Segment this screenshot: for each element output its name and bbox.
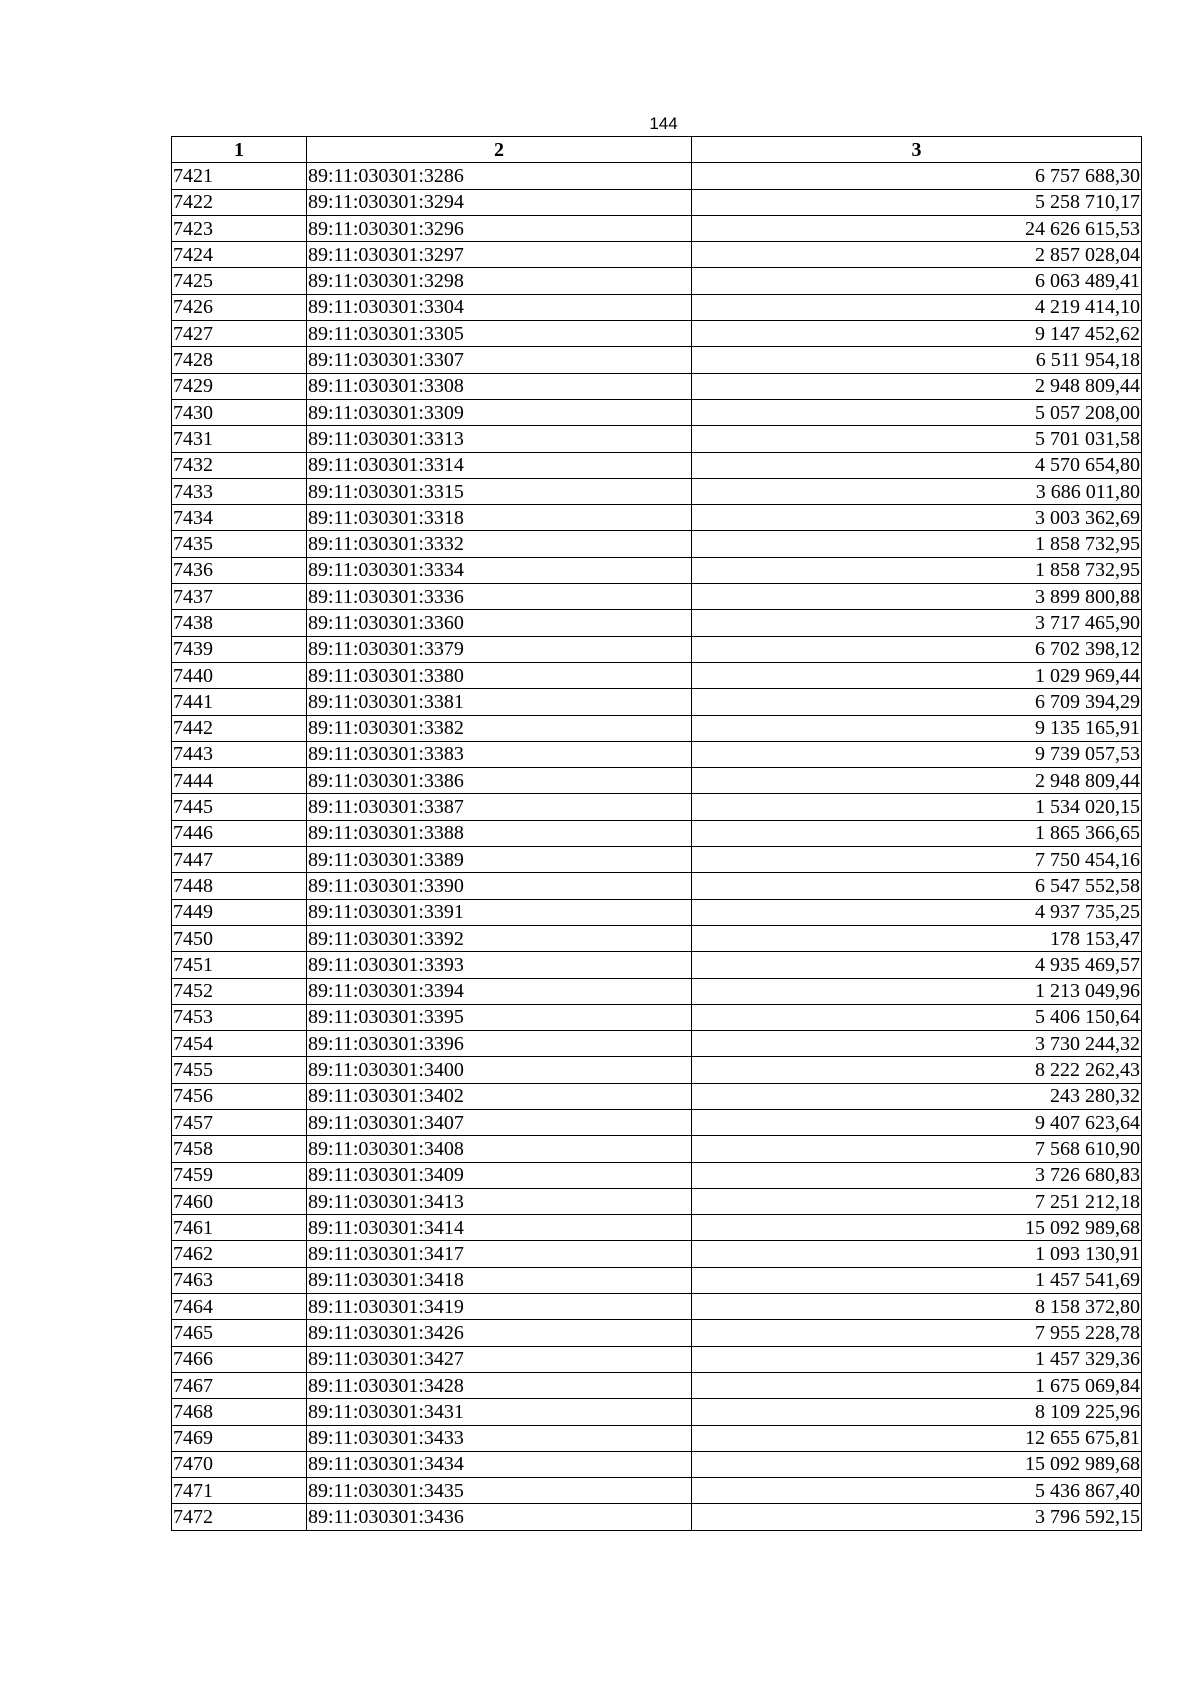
value-cell: 5 406 150,64 [692,1004,1142,1030]
value-cell: 5 701 031,58 [692,426,1142,452]
row-number-cell: 7441 [172,689,307,715]
value-cell: 1 029 969,44 [692,662,1142,688]
column-header-1: 1 [172,137,307,163]
value-cell: 3 899 800,88 [692,584,1142,610]
cadastral-number-cell: 89:11:030301:3298 [307,268,692,294]
column-header-2: 2 [307,137,692,163]
row-number-cell: 7452 [172,978,307,1004]
value-cell: 1 457 329,36 [692,1346,1142,1372]
value-cell: 8 222 262,43 [692,1057,1142,1083]
value-cell: 3 726 680,83 [692,1162,1142,1188]
table-row [172,768,1142,794]
cadastral-number-cell: 89:11:030301:3393 [307,952,692,978]
row-number-cell: 7439 [172,636,307,662]
row-number-cell: 7456 [172,1083,307,1109]
value-cell: 2 857 028,04 [692,242,1142,268]
table-row [172,215,1142,241]
row-number-cell: 7472 [172,1504,307,1530]
table-row [172,715,1142,741]
cadastral-number-cell: 89:11:030301:3336 [307,584,692,610]
table-row [172,426,1142,452]
row-number-cell: 7467 [172,1372,307,1398]
row-number-cell: 7463 [172,1267,307,1293]
value-cell: 5 436 867,40 [692,1478,1142,1504]
table-row [172,662,1142,688]
row-number-cell: 7427 [172,321,307,347]
cadastral-number-cell: 89:11:030301:3380 [307,662,692,688]
table-row [172,1004,1142,1030]
page-number: 144 [649,114,678,133]
cadastral-number-cell: 89:11:030301:3394 [307,978,692,1004]
row-number-cell: 7428 [172,347,307,373]
table-row [172,1320,1142,1346]
row-number-cell: 7443 [172,741,307,767]
table-row [172,347,1142,373]
table-row [172,1425,1142,1451]
value-cell: 1 457 541,69 [692,1267,1142,1293]
cadastral-number-cell: 89:11:030301:3396 [307,1031,692,1057]
value-cell: 15 092 989,68 [692,1215,1142,1241]
table-row [172,1057,1142,1083]
table-row [172,584,1142,610]
value-cell: 6 757 688,30 [692,163,1142,189]
cadastral-number-cell: 89:11:030301:3313 [307,426,692,452]
table-row [172,399,1142,425]
value-cell: 5 057 208,00 [692,399,1142,425]
row-number-cell: 7422 [172,189,307,215]
table-row [172,1215,1142,1241]
row-number-cell: 7433 [172,478,307,504]
row-number-cell: 7450 [172,925,307,951]
row-number-cell: 7438 [172,610,307,636]
value-cell: 6 547 552,58 [692,873,1142,899]
row-number-cell: 7445 [172,794,307,820]
cadastral-number-cell: 89:11:030301:3315 [307,478,692,504]
row-number-cell: 7465 [172,1320,307,1346]
value-cell: 1 858 732,95 [692,531,1142,557]
cadastral-number-cell: 89:11:030301:3402 [307,1083,692,1109]
cadastral-number-cell: 89:11:030301:3286 [307,163,692,189]
table-row [172,1294,1142,1320]
row-number-cell: 7425 [172,268,307,294]
table-row [172,189,1142,215]
cadastral-number-cell: 89:11:030301:3332 [307,531,692,557]
row-number-cell: 7468 [172,1399,307,1425]
value-cell: 3 003 362,69 [692,505,1142,531]
row-number-cell: 7436 [172,557,307,583]
table-row [172,1136,1142,1162]
value-cell: 1 213 049,96 [692,978,1142,1004]
value-cell: 4 219 414,10 [692,294,1142,320]
column-header-3: 3 [692,137,1142,163]
row-number-cell: 7460 [172,1188,307,1214]
row-number-cell: 7455 [172,1057,307,1083]
value-cell: 178 153,47 [692,925,1142,951]
value-cell: 4 937 735,25 [692,899,1142,925]
table-row [172,1504,1142,1530]
row-number-cell: 7461 [172,1215,307,1241]
cadastral-number-cell: 89:11:030301:3294 [307,189,692,215]
table-row [172,1451,1142,1477]
value-cell: 2 948 809,44 [692,768,1142,794]
table-row [172,925,1142,951]
cadastral-number-cell: 89:11:030301:3413 [307,1188,692,1214]
row-number-cell: 7421 [172,163,307,189]
cadastral-number-cell: 89:11:030301:3360 [307,610,692,636]
cadastral-number-cell: 89:11:030301:3400 [307,1057,692,1083]
value-cell: 1 534 020,15 [692,794,1142,820]
cadastral-number-cell: 89:11:030301:3428 [307,1372,692,1398]
table-row [172,873,1142,899]
row-number-cell: 7459 [172,1162,307,1188]
cadastral-number-cell: 89:11:030301:3434 [307,1451,692,1477]
table-row [172,242,1142,268]
table-row [172,373,1142,399]
value-cell: 1 858 732,95 [692,557,1142,583]
value-cell: 15 092 989,68 [692,1451,1142,1477]
cadastral-number-cell: 89:11:030301:3296 [307,215,692,241]
cadastral-number-cell: 89:11:030301:3314 [307,452,692,478]
row-number-cell: 7435 [172,531,307,557]
table-row [172,478,1142,504]
cadastral-number-cell: 89:11:030301:3407 [307,1109,692,1135]
table-row [172,1109,1142,1135]
table-row [172,294,1142,320]
cadastral-number-cell: 89:11:030301:3386 [307,768,692,794]
table-row [172,689,1142,715]
value-cell: 6 063 489,41 [692,268,1142,294]
cadastral-number-cell: 89:11:030301:3387 [307,794,692,820]
cadastral-number-cell: 89:11:030301:3419 [307,1294,692,1320]
value-cell: 1 865 366,65 [692,820,1142,846]
value-cell: 1 093 130,91 [692,1241,1142,1267]
cadastral-number-cell: 89:11:030301:3297 [307,242,692,268]
cadastral-number-cell: 89:11:030301:3389 [307,847,692,873]
table-row [172,321,1142,347]
table-row [172,1241,1142,1267]
table-row [172,952,1142,978]
cadastral-number-cell: 89:11:030301:3408 [307,1136,692,1162]
cadastral-number-cell: 89:11:030301:3383 [307,741,692,767]
cadastral-number-cell: 89:11:030301:3382 [307,715,692,741]
cadastral-number-cell: 89:11:030301:3417 [307,1241,692,1267]
value-cell: 7 955 228,78 [692,1320,1142,1346]
row-number-cell: 7430 [172,399,307,425]
cadastral-number-cell: 89:11:030301:3309 [307,399,692,425]
cadastral-number-cell: 89:11:030301:3308 [307,373,692,399]
value-cell: 8 109 225,96 [692,1399,1142,1425]
cadastral-number-cell: 89:11:030301:3307 [307,347,692,373]
value-cell: 5 258 710,17 [692,189,1142,215]
value-cell: 2 948 809,44 [692,373,1142,399]
value-cell: 243 280,32 [692,1083,1142,1109]
row-number-cell: 7434 [172,505,307,531]
table-row [172,268,1142,294]
table-row [172,636,1142,662]
table-row [172,531,1142,557]
cadastral-number-cell: 89:11:030301:3388 [307,820,692,846]
row-number-cell: 7447 [172,847,307,873]
row-number-cell: 7440 [172,662,307,688]
cadastral-number-cell: 89:11:030301:3392 [307,925,692,951]
cadastral-number-cell: 89:11:030301:3431 [307,1399,692,1425]
row-number-cell: 7462 [172,1241,307,1267]
table-row [172,163,1142,189]
value-cell: 9 739 057,53 [692,741,1142,767]
data-table [171,136,1142,1531]
cadastral-number-cell: 89:11:030301:3418 [307,1267,692,1293]
table-row [172,1162,1142,1188]
row-number-cell: 7466 [172,1346,307,1372]
cadastral-number-cell: 89:11:030301:3318 [307,505,692,531]
table-row [172,899,1142,925]
table-row [172,610,1142,636]
row-number-cell: 7458 [172,1136,307,1162]
row-number-cell: 7454 [172,1031,307,1057]
cadastral-number-cell: 89:11:030301:3381 [307,689,692,715]
cadastral-number-cell: 89:11:030301:3390 [307,873,692,899]
table-row [172,557,1142,583]
cadastral-number-cell: 89:11:030301:3433 [307,1425,692,1451]
cadastral-number-cell: 89:11:030301:3379 [307,636,692,662]
row-number-cell: 7464 [172,1294,307,1320]
table-row [172,847,1142,873]
table-row [172,1083,1142,1109]
row-number-cell: 7457 [172,1109,307,1135]
row-number-cell: 7431 [172,426,307,452]
table-row [172,1372,1142,1398]
table-row [172,794,1142,820]
table-row [172,1188,1142,1214]
value-cell: 9 407 623,64 [692,1109,1142,1135]
cadastral-number-cell: 89:11:030301:3414 [307,1215,692,1241]
row-number-cell: 7424 [172,242,307,268]
row-number-cell: 7453 [172,1004,307,1030]
table-row [172,1478,1142,1504]
row-number-cell: 7426 [172,294,307,320]
value-cell: 12 655 675,81 [692,1425,1142,1451]
value-cell: 7 251 212,18 [692,1188,1142,1214]
row-number-cell: 7469 [172,1425,307,1451]
row-number-cell: 7423 [172,215,307,241]
table-row [172,741,1142,767]
cadastral-number-cell: 89:11:030301:3435 [307,1478,692,1504]
value-cell: 3 717 465,90 [692,610,1142,636]
value-cell: 6 702 398,12 [692,636,1142,662]
table-row [172,1346,1142,1372]
row-number-cell: 7471 [172,1478,307,1504]
row-number-cell: 7449 [172,899,307,925]
value-cell: 4 570 654,80 [692,452,1142,478]
row-number-cell: 7470 [172,1451,307,1477]
cadastral-number-cell: 89:11:030301:3305 [307,321,692,347]
table-row [172,1399,1142,1425]
value-cell: 7 750 454,16 [692,847,1142,873]
cadastral-number-cell: 89:11:030301:3395 [307,1004,692,1030]
value-cell: 3 730 244,32 [692,1031,1142,1057]
row-number-cell: 7446 [172,820,307,846]
value-cell: 9 147 452,62 [692,321,1142,347]
cadastral-number-cell: 89:11:030301:3304 [307,294,692,320]
table-row [172,820,1142,846]
cadastral-number-cell: 89:11:030301:3436 [307,1504,692,1530]
value-cell: 24 626 615,53 [692,215,1142,241]
table-header-row [172,137,1142,163]
row-number-cell: 7437 [172,584,307,610]
cadastral-number-cell: 89:11:030301:3391 [307,899,692,925]
table-row [172,978,1142,1004]
value-cell: 8 158 372,80 [692,1294,1142,1320]
row-number-cell: 7442 [172,715,307,741]
cadastral-number-cell: 89:11:030301:3427 [307,1346,692,1372]
value-cell: 6 511 954,18 [692,347,1142,373]
row-number-cell: 7451 [172,952,307,978]
value-cell: 9 135 165,91 [692,715,1142,741]
cadastral-number-cell: 89:11:030301:3334 [307,557,692,583]
cadastral-number-cell: 89:11:030301:3426 [307,1320,692,1346]
value-cell: 3 686 011,80 [692,478,1142,504]
table-row [172,452,1142,478]
value-cell: 6 709 394,29 [692,689,1142,715]
value-cell: 7 568 610,90 [692,1136,1142,1162]
table-body [172,163,1142,1530]
row-number-cell: 7432 [172,452,307,478]
value-cell: 1 675 069,84 [692,1372,1142,1398]
value-cell: 4 935 469,57 [692,952,1142,978]
cadastral-number-cell: 89:11:030301:3409 [307,1162,692,1188]
row-number-cell: 7448 [172,873,307,899]
table-row [172,1267,1142,1293]
value-cell: 3 796 592,15 [692,1504,1142,1530]
table-row [172,505,1142,531]
table-row [172,1031,1142,1057]
row-number-cell: 7444 [172,768,307,794]
row-number-cell: 7429 [172,373,307,399]
